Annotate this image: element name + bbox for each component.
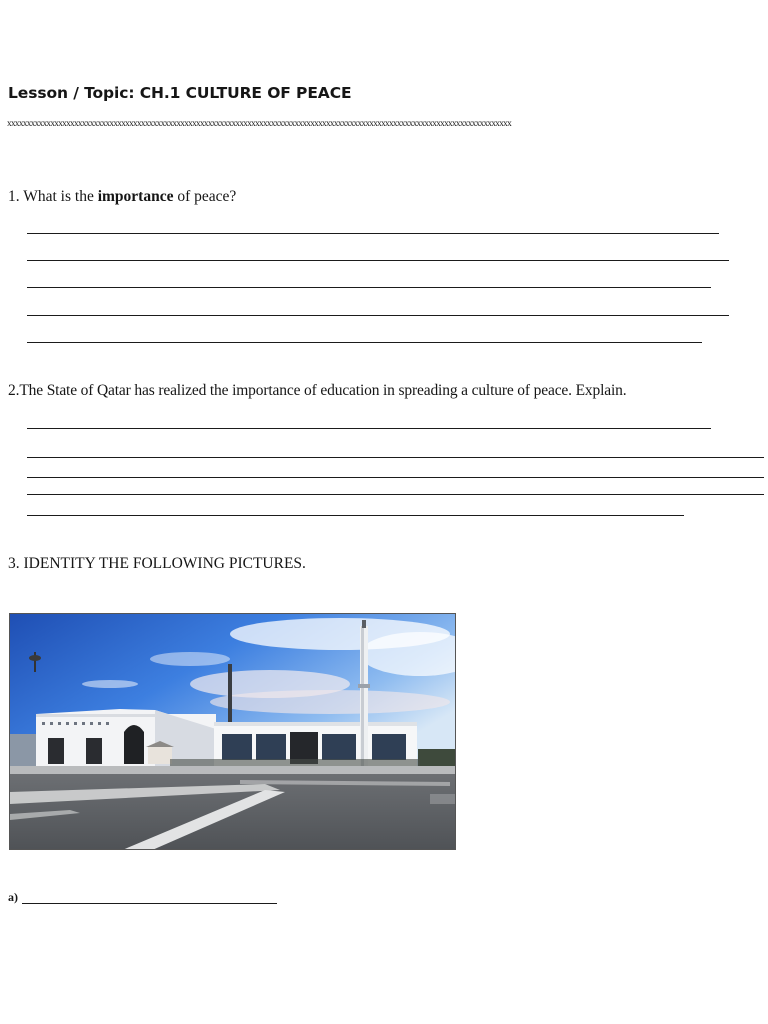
question-2-number: 2. [8, 382, 20, 399]
building-photo [9, 613, 456, 850]
answer-line[interactable] [27, 233, 719, 234]
lesson-topic-heading: Lesson / Topic: CH.1 CULTURE OF PEACE [8, 84, 352, 102]
question-1-text-after: of peace? [177, 188, 237, 205]
answer-line[interactable] [27, 287, 711, 288]
question-3 [8, 555, 306, 573]
answer-line[interactable] [27, 342, 702, 343]
question-2 [8, 382, 627, 400]
answer-label-a: a) [8, 890, 18, 904]
answer-line[interactable] [27, 428, 711, 429]
answer-line[interactable] [27, 494, 764, 495]
answer-line[interactable] [27, 315, 729, 316]
building-photo-image [10, 614, 456, 850]
question-1-text-before: What is the [23, 188, 94, 205]
answer-line[interactable] [27, 515, 684, 516]
answer-line[interactable] [27, 477, 764, 478]
question-3-number: 3. [8, 555, 20, 572]
question-1-text-bold: importance [97, 188, 174, 205]
separator-line: xxxxxxxxxxxxxxxxxxxxxxxxxxxxxxxxxxxxxxxxxxxxxxxxxxxxxxxxxxxxxxxxxxxxxxxxxxxxxxxxxxxxxxxxxxxxxxxxxxxxxxxxxxxxxxxxxxxxxxxxxxxxxxxx [7, 119, 511, 129]
question-2-text: The State of Qatar has realized the importance of education in spreading a culture of peace. Explain. [19, 382, 627, 399]
question-1 [8, 188, 236, 206]
answer-line-a[interactable] [22, 903, 277, 904]
answer-line[interactable] [27, 457, 764, 458]
question-3-text: IDENTITY THE FOLLOWING PICTURES. [23, 555, 306, 572]
question-1-number: 1. [8, 188, 20, 205]
answer-line[interactable] [27, 260, 729, 261]
